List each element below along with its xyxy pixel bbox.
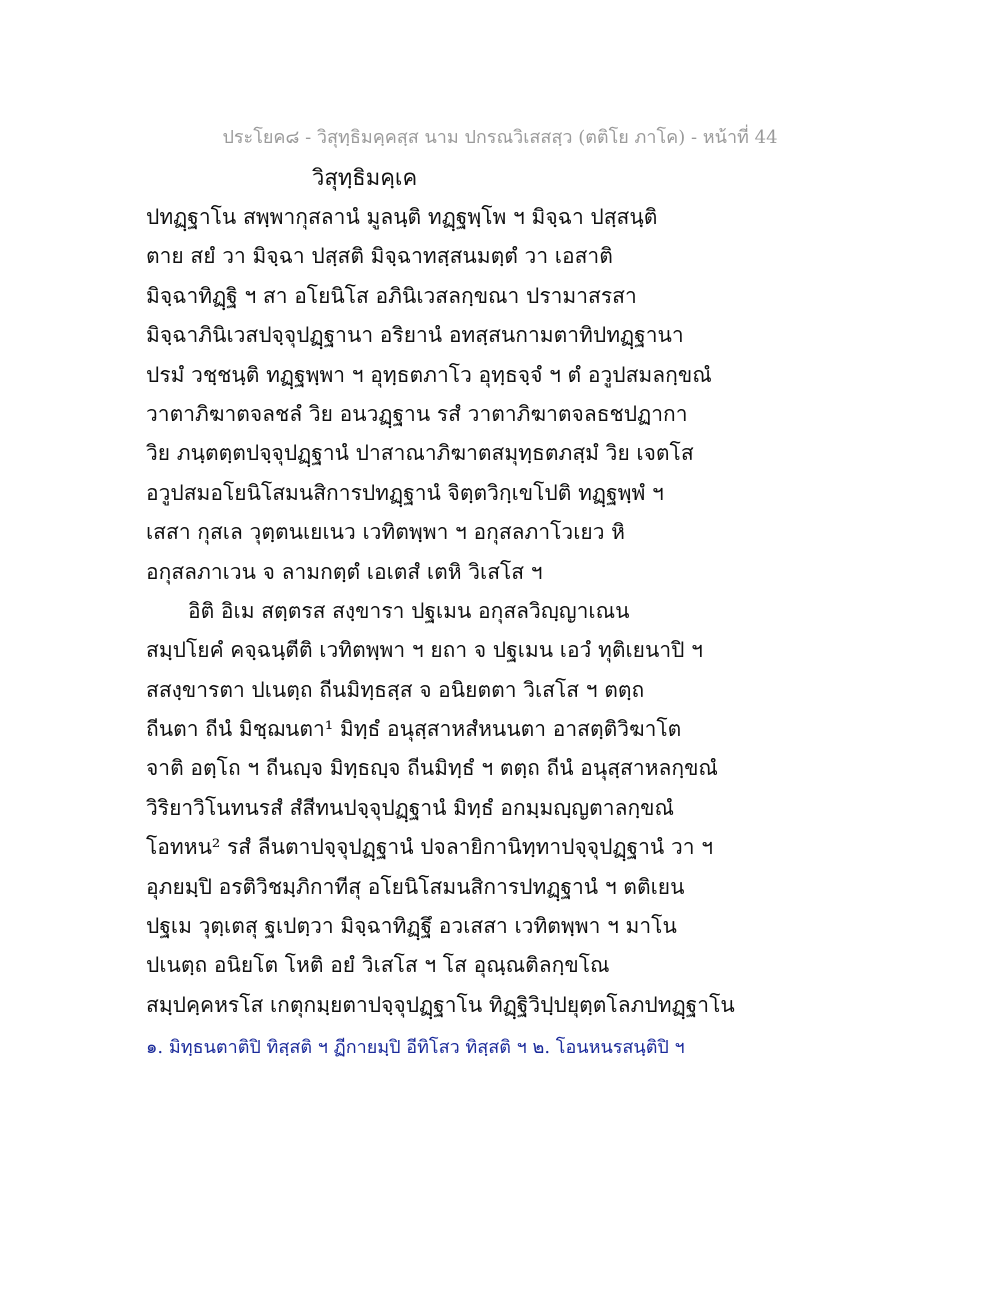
text-line: มิจฺฉาภินิเวสปจฺจุปฏฺฐานา อริยานํ อทสฺสนกามตาทิปทฏฺฐานา bbox=[146, 323, 684, 348]
text-line: มิจฺฉาทิฏฺฐิ ฯ สา อโยนิโส อภินิเวสลกฺขณา ปรามาสรสา bbox=[146, 283, 637, 308]
text-line: ถีนตา ถีนํ มิชฺฌนตา¹ มิทฺธํ อนุสฺสาหสํหนนตา อาสตฺติวิฆาโต bbox=[146, 717, 682, 742]
text-line: ตาย สยํ วา มิจฺฉา ปสฺสติ มิจฺฉาทสฺสนมตฺตํ วา เอสาติ bbox=[146, 244, 613, 269]
text-line: อวูปสมอโยนิโสมนสิการปทฏฺฐานํ จิตฺตวิกฺเขโปติ ทฏฺฐพฺพํ ฯ bbox=[146, 480, 664, 505]
text-line: วาตาภิฆาตจลชลํ วิย อนวฏฺฐาน รสํ วาตาภิฆาตจลธชปฏากา bbox=[146, 401, 688, 426]
text-line: สมฺปคฺคหรโส เกตุกมฺยตาปจฺจุปฏฺฐาโน ทิฏฺฐิวิปฺปยุตฺตโลภปทฏฺฐาโน bbox=[146, 992, 735, 1017]
footnote: ๑. มิทฺธนตาติปิ ทิสฺสติ ฯ ฏีกายมฺปิ อีทิโสว ทิสฺสติ ฯ ๒. โอนหนรสนฺติปิ ฯ bbox=[146, 1037, 685, 1058]
text-line: ปรมํ วชฺชนฺติ ทฏฺฐพฺพา ฯ อุทฺธตภาโว อุทฺธจฺจํ ฯ ตํ อวูปสมลกฺขณํ bbox=[146, 362, 712, 387]
text-line: อกุสลภาเวน จ ลามกตฺตํ เอเตสํ เตหิ วิเสโส ฯ bbox=[146, 559, 543, 584]
text-line: สมฺปโยคํ คจฺฉนฺตีติ เวทิตพฺพา ฯ ยถา จ ปฐเมน เอวํ ทุติเยนาปิ ฯ bbox=[146, 638, 703, 663]
text-line: อุภยมฺปิ อรติวิชมฺภิกาทีสุ อโยนิโสมนสิการปทฏฺฐานํ ฯ ตติเยน bbox=[146, 874, 685, 899]
text-line-paragraph-start: อิติ อิเม สตฺตรส สงฺขารา ปฐเมน อกุสลวิญฺญาเณน bbox=[188, 598, 630, 623]
running-header bbox=[0, 122, 1000, 151]
body-text bbox=[146, 198, 966, 1025]
text-line: จาติ อตฺโถ ฯ ถีนญฺจ มิทฺธญฺจ ถีนมิทฺธํ ฯ ตตฺถ ถีนํ อนุสฺสาหลกฺขณํ bbox=[146, 756, 718, 781]
text-line: สสงฺขารตา ปเนตฺถ ถีนมิทฺธสฺส จ อนิยตตา วิเสโส ฯ ตตฺถ bbox=[146, 677, 645, 702]
text-line: โอทหน² รสํ ลีนตาปจฺจุปฏฺฐานํ ปจลายิกานิทฺทาปจฺจุปฏฺฐานํ วา ฯ bbox=[146, 835, 713, 860]
text-line: ปทฏฺฐาโน สพฺพากุสลานํ มูลนฺติ ทฏฺฐพฺโพ ฯ มิจฺฉา ปสฺสนฺติ bbox=[146, 205, 658, 229]
text-line: วิย ภนฺตตฺตปจฺจุปฏฺฐานํ ปาสาณาภิฆาตสมุทฺธตภสฺมํ วิย เจตโส bbox=[146, 441, 694, 466]
text-line: เสสา กุสเล วุตฺตนเยเนว เวทิตพฺพา ฯ อกุสลภาโวเยว หิ bbox=[146, 520, 626, 545]
running-header-text: ประโยค๘ - วิสุทฺธิมคฺคสฺส นาม ปกรณวิเสสสฺว (ตติโย ภาโค) - หน้าที่ 44 bbox=[222, 127, 778, 148]
section-title: วิสุทฺธิมคฺเค bbox=[312, 166, 418, 191]
text-line: วิริยาวิโนทนรสํ สํสีทนปจฺจุปฏฺฐานํ มิทฺธํ อกมฺมญฺญตาลกฺขณํ bbox=[146, 795, 675, 820]
text-line: ปฐเม วุตฺเตสุ ฐเปตฺวา มิจฺฉาทิฏฺฐึ อวเสสา เวทิตพฺพา ฯ มาโน bbox=[146, 914, 677, 939]
text-line: ปเนตฺถ อนิยโต โหติ อยํ วิเสโส ฯ โส อุณฺณติลกฺขโณ bbox=[146, 953, 610, 978]
